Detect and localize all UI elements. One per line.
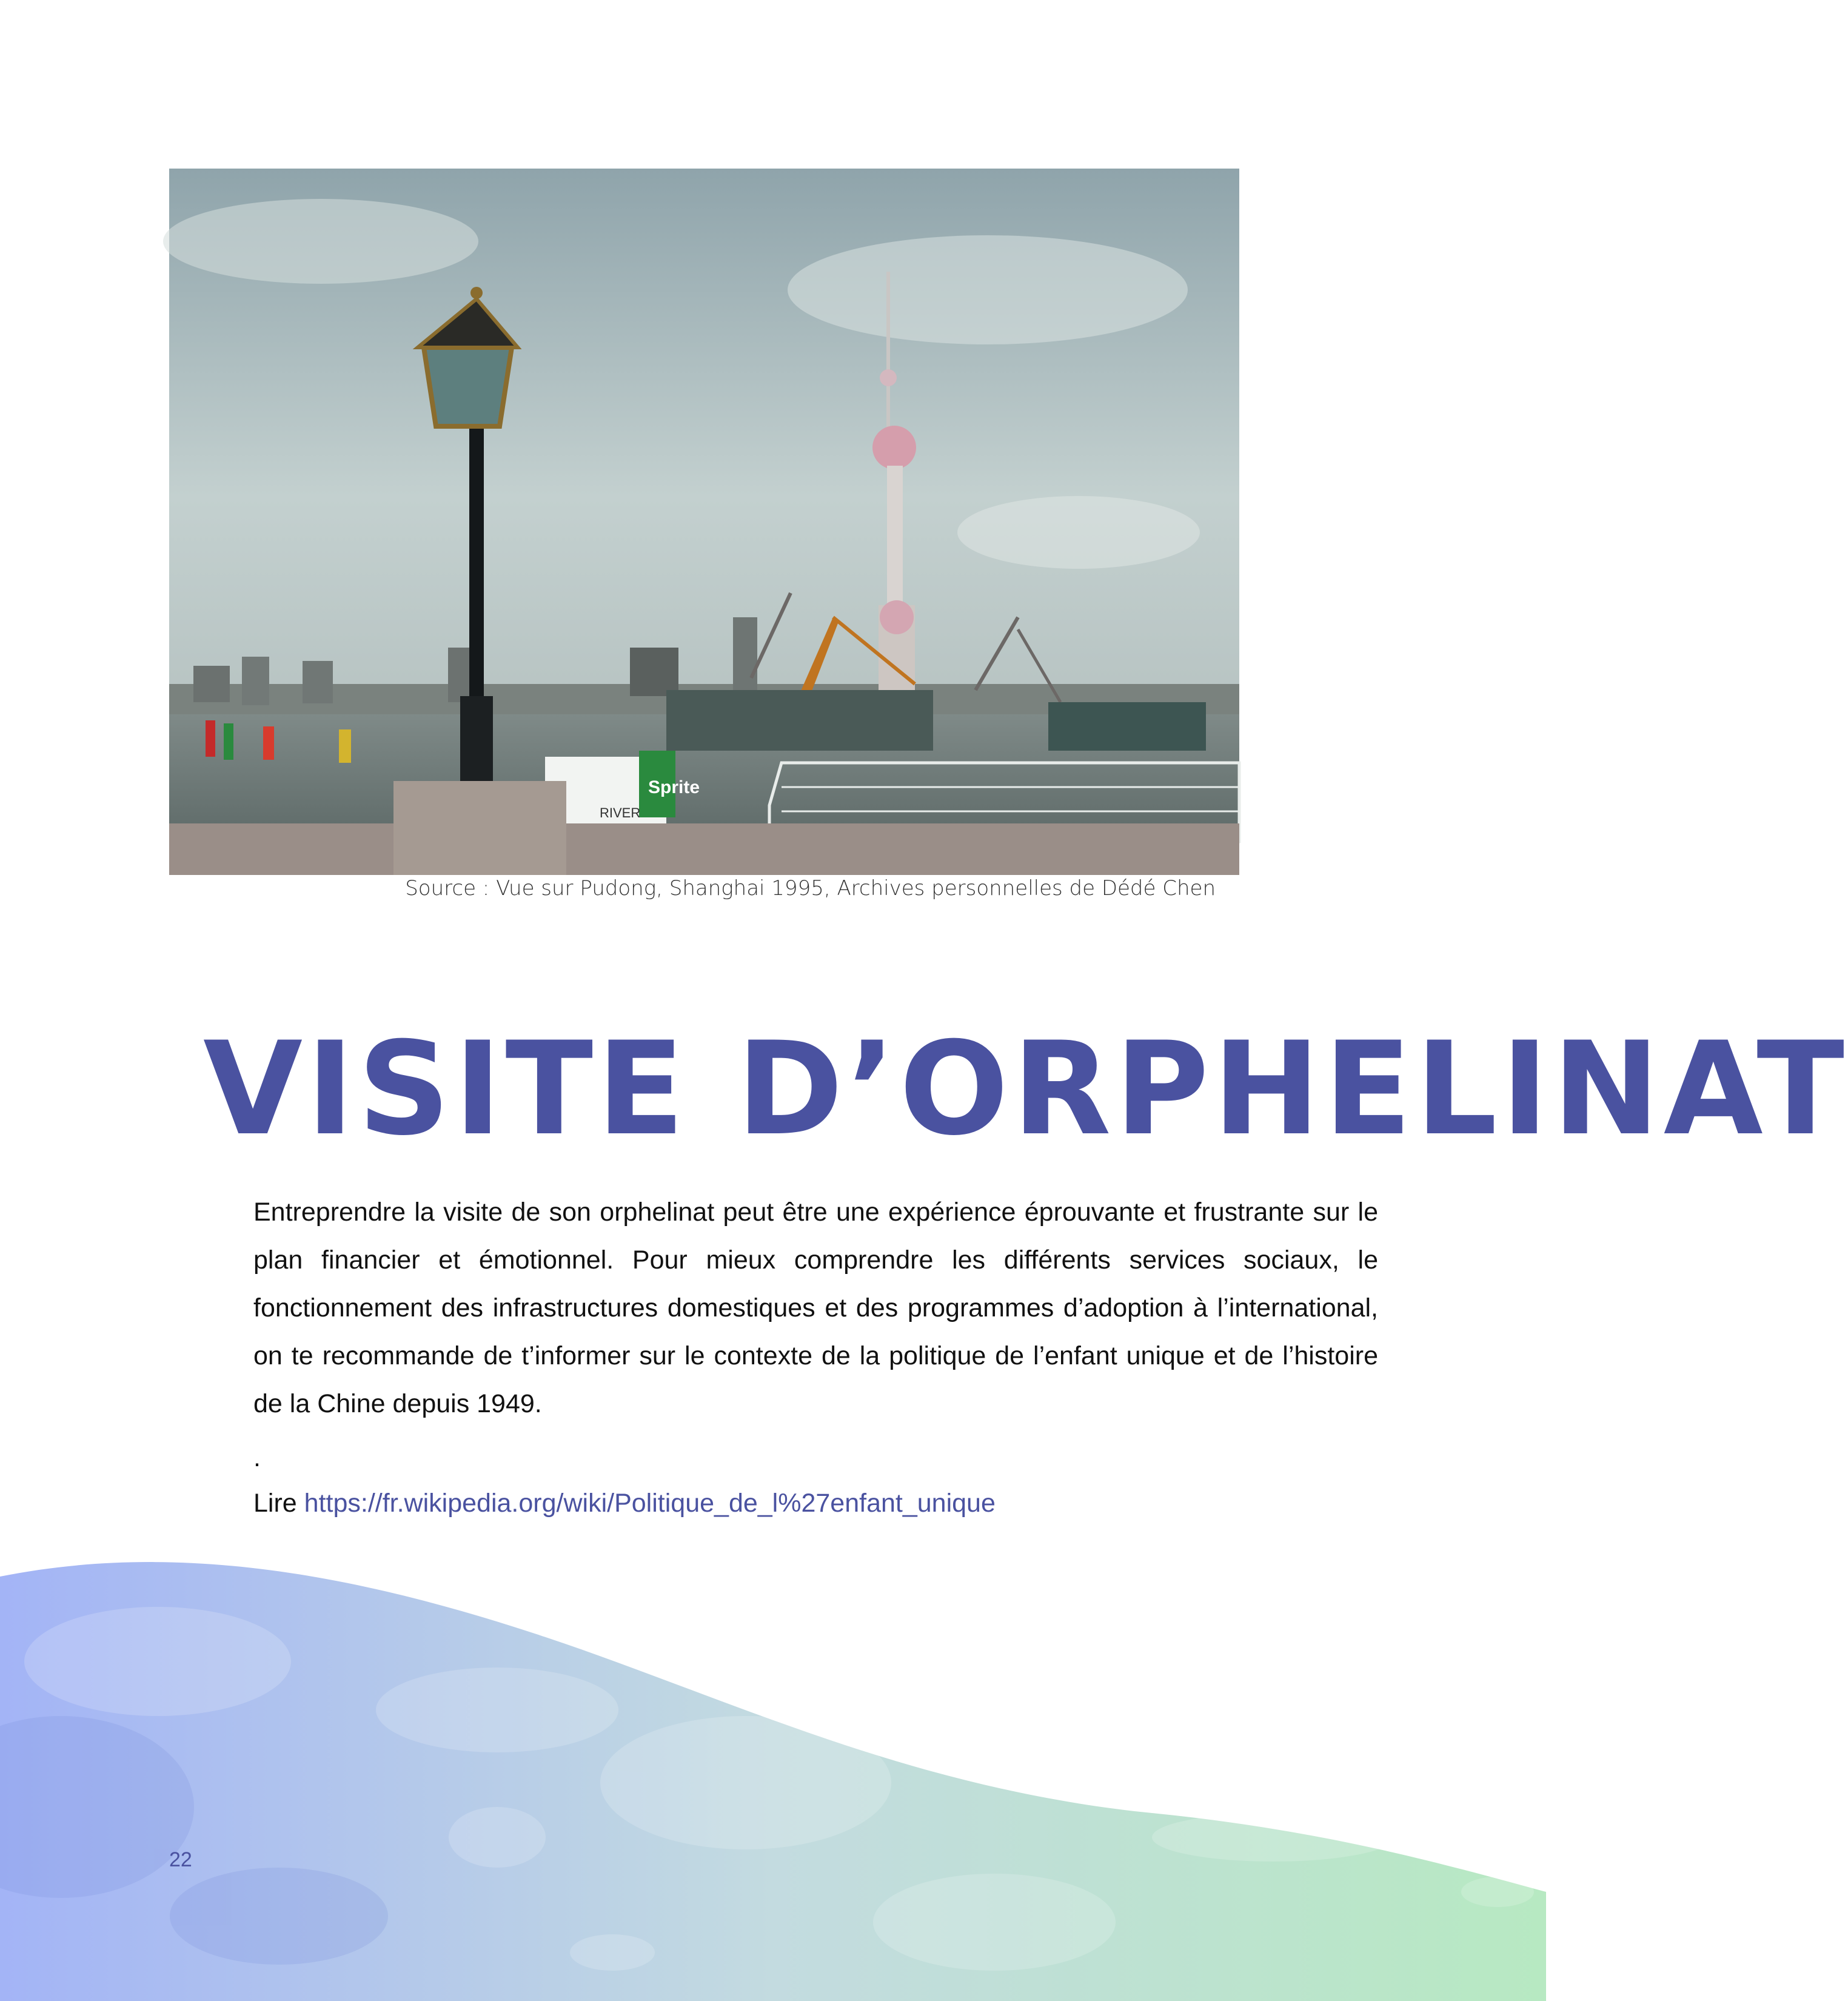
read-more-prefix: Lire [253,1489,304,1518]
sprite-sign-text: Sprite [648,777,700,797]
wikipedia-link[interactable]: https://fr.wikipedia.org/wiki/Politique_de_l%27enfant_unique [304,1489,996,1518]
pudong-photo [169,169,1239,875]
decorative-wave [0,1552,1546,2001]
separator-dot: . [253,1443,261,1472]
page-number: 22 [169,1848,192,1871]
body-paragraph: Entreprendre la visite de son orphelinat peut être une expérience éprouvante et frustrante sur le plan financier et émotionnel. Pour mieux comprendre les différents services sociaux, le fonctionnement des infrastructures domestiques et des programmes d’adoption à l’international, on te recommande de t’informer sur le contexte de la politique de l’enfant unique et de l’histoire de la Chine depuis 1949. [253,1198,1378,1418]
river-sign-text: RIVER [600,805,641,820]
page-title: VISITE D’ORPHELINAT [203,1014,1848,1164]
read-more-line [253,1489,996,1518]
photo-caption: Source : Vue sur Pudong, Shanghai 1995, Archives personnelles de Dédé Chen [405,876,1216,900]
